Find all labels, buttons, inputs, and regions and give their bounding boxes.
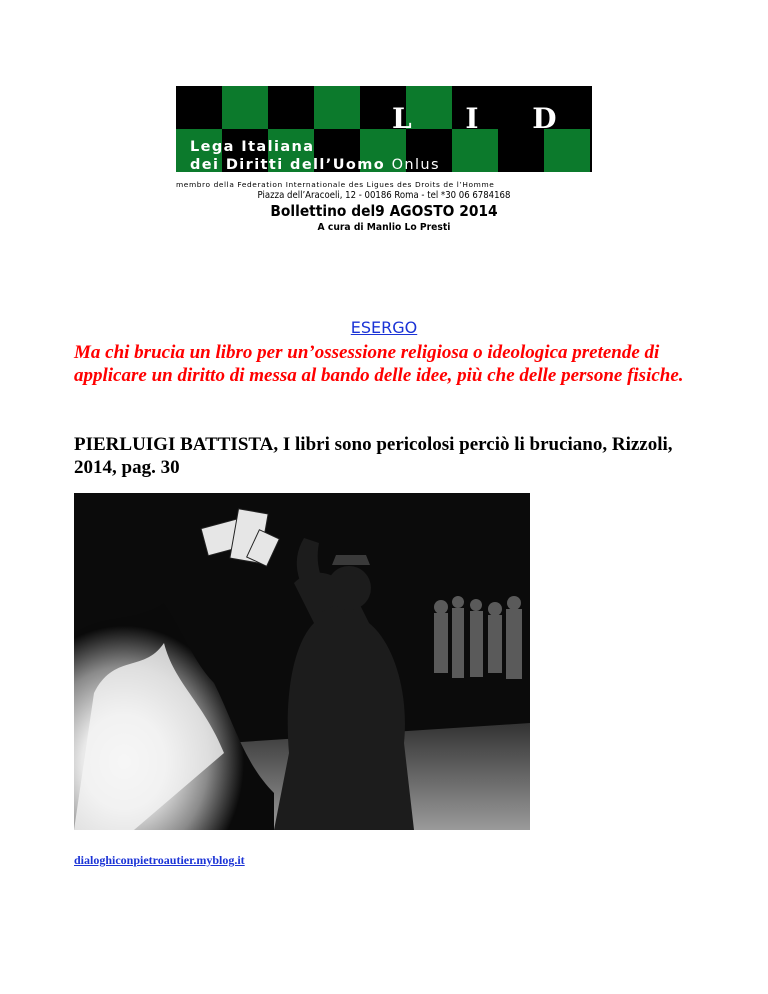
epigraph-citation: PIERLUIGI BATTISTA, I libri sono pericolosi perciò li bruciano, Rizzoli, 2014, pag. 30 [74,434,673,478]
logo-name-line2: dei Diritti dell’Uomo [190,157,386,173]
address-line: Piazza dell’Aracoeli, 12 - 00186 Roma - tel *30 06 6784168 [257,190,511,201]
epigraph-quote: Ma chi brucia un libro per un’ossessione religiosa o ideologica pretende di applicare un diritto di messa al bando delle idee, più che delle persone fisiche. [74,342,684,386]
logo-name [190,138,440,174]
bulletin-title: Bollettino del9 AGOSTO 2014 [270,202,498,220]
logo-name-line1: Lega Italiana [190,139,315,155]
blog-link[interactable]: dialoghiconpietroautier.myblog.it [74,853,245,867]
book-burning-photo [74,493,530,830]
logo-onlus: Onlus [391,157,440,173]
curator-line: A cura di Manlio Lo Presti [317,222,451,233]
membership-line: membro della Federation Internationale des Ligues des Droits de l’Homme [176,180,495,189]
logo-letters: L I D U [392,102,657,135]
esergo-heading: ESERGO [350,318,418,337]
